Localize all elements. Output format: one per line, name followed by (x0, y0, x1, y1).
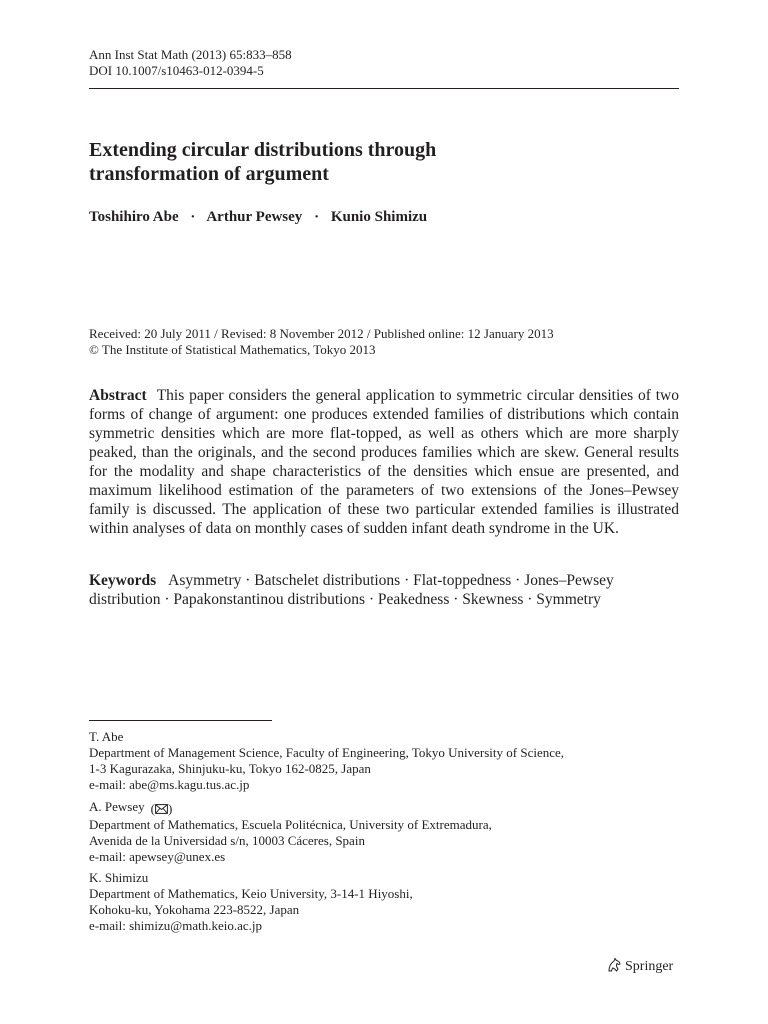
affiliation-line: Department of Mathematics, Escuela Politécnica, University of Extremadura, (89, 817, 492, 832)
author-pewsey: Arthur Pewsey (206, 209, 303, 225)
affiliation-name: A. Pewsey (89, 799, 145, 814)
keywords (89, 571, 679, 609)
header-rule (89, 88, 679, 89)
footnote-rule (89, 720, 272, 721)
title-line-1: Extending circular distributions through (89, 139, 437, 161)
keywords-heading: Keywords (89, 572, 157, 589)
affiliation-pewsey (89, 799, 492, 865)
springer-logo (606, 957, 673, 975)
abstract (89, 386, 679, 538)
abstract-heading: Abstract (89, 387, 147, 404)
author-separator: · (190, 209, 196, 225)
affiliation-name-row (89, 799, 492, 817)
journal-info (89, 47, 292, 79)
affiliation-email: e-mail: apewsey@unex.es (89, 849, 226, 864)
abstract-text: This paper considers the general application to symmetric circular densities of two forms of change of argument: one produces extended families of distributions which contain symmetric densities which are more flat-topped, as well as others which are more sharply peaked, than the originals, and the second produces families which are skew. General results for the modality and shape characteristics of the densities which ensue are presented, and maximum likelihood estimation of the parameters of two extensions of the Jones–Pewsey family is discussed. The application of these two particular extended families is illustrated within analyses of data on monthly cases of sudden infant death syndrome in the UK. (89, 387, 679, 537)
journal-citation: Ann Inst Stat Math (2013) 65:833–858 (89, 47, 292, 62)
author-list (89, 209, 427, 226)
publication-dates (89, 326, 554, 358)
paper-title (89, 138, 649, 186)
affiliation-abe (89, 729, 564, 793)
affiliation-shimizu (89, 870, 413, 934)
affiliation-line: Avenida de la Universidad s/n, 10003 Cáceres, Spain (89, 833, 365, 848)
springer-horse-logo-icon (606, 957, 622, 973)
affiliation-email: e-mail: shimizu@math.keio.ac.jp (89, 918, 262, 933)
affiliation-line: Department of Management Science, Faculty of Engineering, Tokyo University of Science, (89, 745, 565, 760)
author-separator: · (314, 209, 320, 225)
author-shimizu: Kunio Shimizu (330, 209, 428, 225)
envelope-icon: ( ) (150, 801, 173, 816)
affiliation-name: T. Abe (89, 729, 124, 744)
publisher-name: Springer (625, 959, 674, 974)
affiliation-name: K. Shimizu (89, 870, 149, 885)
affiliation-line: Department of Mathematics, Keio University, 3-14-1 Hiyoshi, (89, 886, 413, 901)
affiliation-line: 1-3 Kagurazaka, Shinjuku-ku, Tokyo 162-0825, Japan (89, 761, 371, 776)
doi: DOI 10.1007/s10463-012-0394-5 (89, 63, 264, 78)
affiliation-line: Kohoku-ku, Yokohama 223-8522, Japan (89, 902, 300, 917)
author-abe: Toshihiro Abe (89, 209, 179, 225)
copyright-notice: © The Institute of Statistical Mathematics, Tokyo 2013 (89, 342, 376, 357)
affiliation-email: e-mail: abe@ms.kagu.tus.ac.jp (89, 777, 250, 792)
title-line-2: transformation of argument (89, 163, 329, 185)
keywords-text: Asymmetry · Batschelet distributions · Flat-toppedness · Jones–Pewsey distribution · Papakonstantinou distributions · Peakedness · Skewness · Symmetry (89, 572, 614, 608)
publication-history: Received: 20 July 2011 / Revised: 8 November 2012 / Published online: 12 January 2013 (89, 326, 554, 341)
